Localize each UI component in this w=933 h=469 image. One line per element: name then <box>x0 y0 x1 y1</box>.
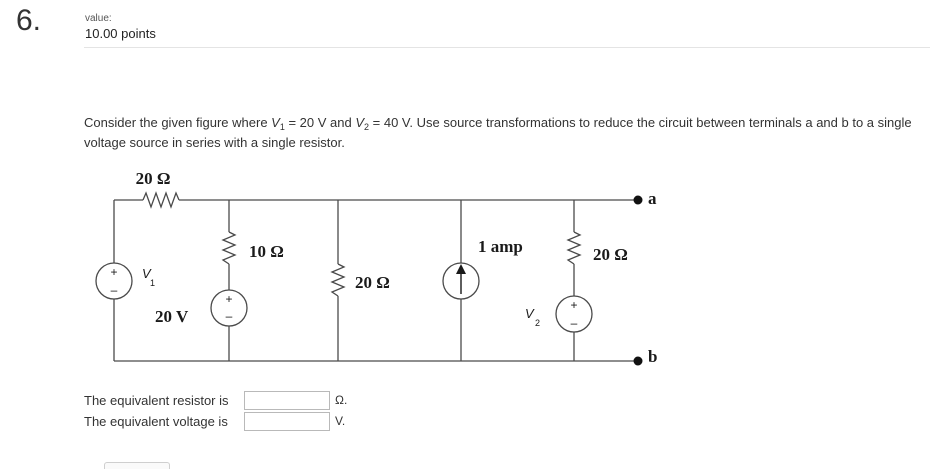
label-v1: V <box>142 266 151 281</box>
resistor-10-zigzag <box>223 232 235 264</box>
voltage-input[interactable] <box>244 412 330 431</box>
current-arrow-icon <box>456 264 466 294</box>
label-r-middle: 20 Ω <box>355 273 390 292</box>
label-v2-sub: 2 <box>535 318 541 328</box>
label-current-source: 1 amp <box>478 237 523 256</box>
question-number: 6. <box>16 4 42 37</box>
terminal-a-node <box>634 196 643 205</box>
resistor-top-zigzag <box>143 193 179 207</box>
answer-voltage-row <box>84 411 345 431</box>
resistor-right-zigzag <box>568 232 580 264</box>
label-terminal-b: b <box>648 347 658 366</box>
label-r-10: 10 Ω <box>249 242 284 261</box>
label-20v: 20 V <box>155 307 189 326</box>
terminal-b-node <box>634 357 643 366</box>
v2-plus: + <box>570 298 578 312</box>
resistor-label: The equivalent resistor is <box>84 392 229 408</box>
label-r-right: 20 Ω <box>593 245 628 264</box>
resistor-input[interactable] <box>244 391 330 410</box>
resistor-unit: Ω. <box>335 393 348 407</box>
resistor-middle-zigzag <box>332 264 344 296</box>
src20v-plus: + <box>225 292 233 306</box>
label-terminal-a: a <box>648 189 657 208</box>
src20v-minus: – <box>225 309 233 323</box>
answer-resistor-row <box>84 390 347 410</box>
v2-minus: – <box>570 316 578 330</box>
label-v1-sub: 1 <box>150 278 156 288</box>
label-v2: V <box>525 306 534 321</box>
value-label: value: <box>85 13 112 24</box>
v1-minus: – <box>110 283 118 297</box>
bottom-tab[interactable] <box>104 462 170 469</box>
v1-plus: + <box>110 265 118 279</box>
label-r-top: 20 Ω <box>135 169 171 188</box>
voltage-unit: V. <box>335 414 346 428</box>
question-prompt: Consider the given figure where $V_1 = 20$ V and $V_2 = 40$ V. Use source transformations to reduce the circuit between terminals a and b to a single voltage source in series with a single resistor. <box>84 115 912 150</box>
question-points: 10.00 points <box>85 26 156 41</box>
voltage-label: The equivalent voltage is <box>84 413 228 429</box>
